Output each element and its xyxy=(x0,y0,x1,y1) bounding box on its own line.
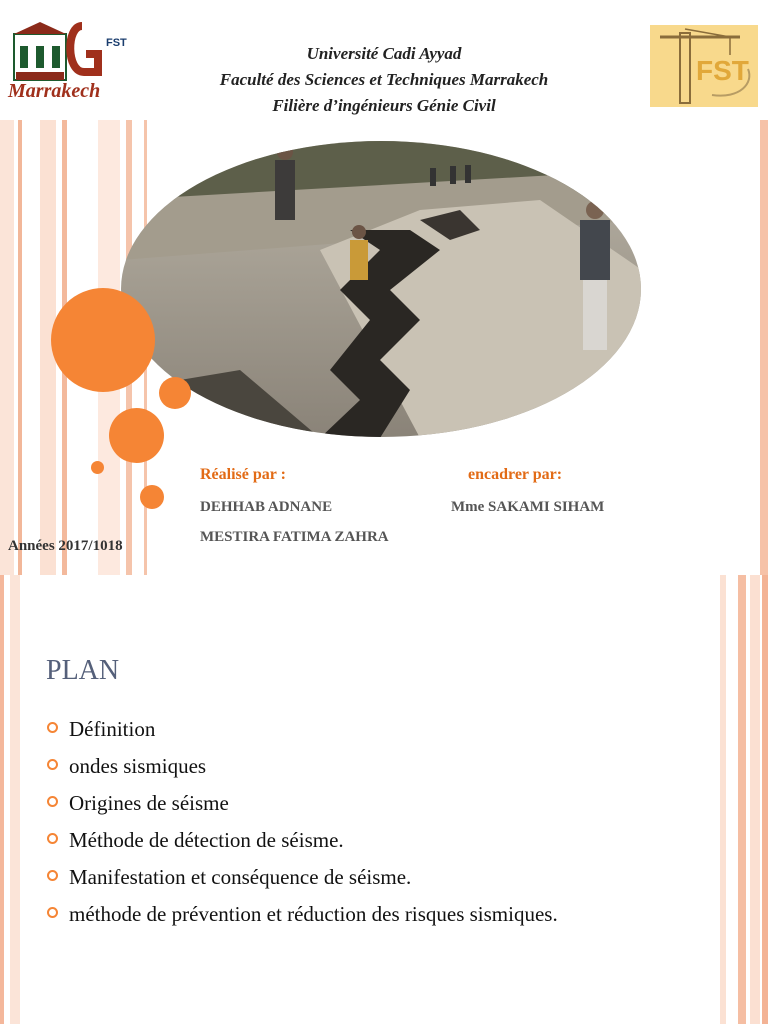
left-stripe-thin xyxy=(0,575,4,1024)
plan-item-text: méthode de prévention et réduction des risques sismiques. xyxy=(69,902,558,926)
plan-item-text: Origines de séisme xyxy=(69,791,229,815)
bullet-circle-icon xyxy=(47,833,58,844)
bullet-circle-icon xyxy=(47,796,58,807)
plan-item-text: Méthode de détection de séisme. xyxy=(69,828,344,852)
realise-label: Réalisé par : xyxy=(200,466,286,483)
header-faculty: Faculté des Sciences et Techniques Marrakech xyxy=(219,70,549,89)
decor-circle xyxy=(140,485,164,509)
plan-item-text: ondes sismiques xyxy=(69,754,207,778)
decor-circle-small xyxy=(91,461,104,474)
plan-item-text: Manifestation et conséquence de séisme. xyxy=(69,865,412,889)
plan-item xyxy=(46,754,606,779)
plan-item xyxy=(46,791,606,816)
right-stripe xyxy=(762,575,768,1024)
svg-text:FST: FST xyxy=(106,37,127,49)
plan-item xyxy=(46,902,606,927)
earthquake-photo xyxy=(120,140,642,438)
header-university: Université Cadi Ayyad xyxy=(306,44,462,63)
bullet-circle-icon xyxy=(47,907,58,918)
right-stripe xyxy=(760,120,768,575)
author-name: MESTIRA FATIMA ZAHRA xyxy=(200,529,389,545)
plan-item xyxy=(46,828,606,853)
plan-slide xyxy=(0,575,768,1024)
left-stripe xyxy=(10,575,20,1024)
logo-city-text: Marrakech xyxy=(8,80,101,102)
plan-item xyxy=(46,865,606,890)
bullet-circle-icon xyxy=(47,759,58,770)
decor-circle xyxy=(109,408,164,463)
plan-list xyxy=(46,717,606,939)
author-name: DEHHAB ADNANE xyxy=(200,499,333,515)
header-program: Filière d’ingénieurs Génie Civil xyxy=(272,96,496,115)
right-stripe xyxy=(720,575,726,1024)
right-stripe xyxy=(750,575,760,1024)
bullet-circle-icon xyxy=(47,722,58,733)
plan-item xyxy=(46,717,606,742)
decor-circle-large xyxy=(51,288,155,392)
supervisor-name: Mme SAKAMI SIHAM xyxy=(451,499,605,515)
decor-circle xyxy=(159,377,191,409)
academic-year: Années 2017/1018 xyxy=(8,538,123,554)
fst-logo xyxy=(650,25,758,107)
right-stripe xyxy=(738,575,746,1024)
fst-logo-text: FST xyxy=(696,55,749,86)
plan-item-text: Définition xyxy=(69,717,156,741)
encadrer-label: encadrer par: xyxy=(468,466,563,483)
bullet-circle-icon xyxy=(47,870,58,881)
plan-title: PLAN xyxy=(46,655,120,686)
